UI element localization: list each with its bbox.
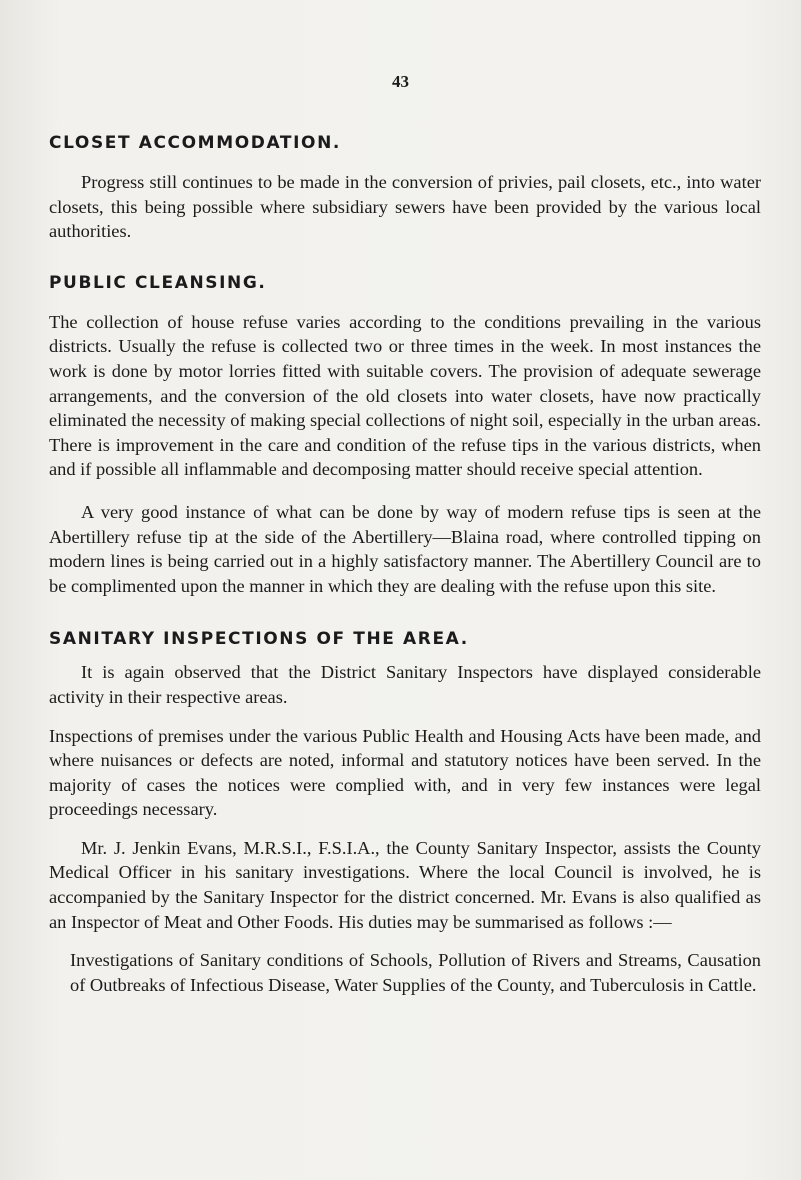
heading-closet-accommodation: CLOSET ACCOMMODATION. bbox=[49, 133, 341, 153]
paragraph-cleansing-2: A very good instance of what can be done by way of modern refuse tips is seen at the Abertillery refuse tip at the side of the Abertillery—Blaina road, where controlled tipping on modern lines is being carried out in a highly satisfactory manner. The Abertillery Council are to be complimented upon the manner in which they are dealing with the refuse upon this site. bbox=[49, 501, 761, 596]
paragraph-sanitary-1: It is again observed that the District Sanitary Inspectors have displayed considerable activity in their respective areas. bbox=[49, 662, 761, 707]
paragraph-closet-1: Progress still continues to be made in the conversion of privies, pail closets, etc., into water closets, this being possible where subsidiary sewers have been provided by the various local authorities. bbox=[49, 172, 761, 242]
page-number: 43 bbox=[392, 72, 409, 91]
heading-sanitary-inspections: SANITARY INSPECTIONS OF THE AREA. bbox=[49, 629, 469, 650]
heading-public-cleansing: PUBLIC CLEANSING. bbox=[49, 272, 267, 293]
paragraph-sanitary-2: Inspections of premises under the various Public Health and Housing Acts have been made, and where nuisances or defects are noted, informal and statutory notices have been served. In the majority of cases the notices were complied with, and in very few instances were legal proceedings necessary. bbox=[49, 725, 761, 820]
page-content bbox=[49, 132, 761, 997]
paragraph-cleansing-1: The collection of house refuse varies according to the conditions prevailing in the various districts. Usually the refuse is collected two or three times in the week. In most instances the work is done by motor lorries fitted with suitable covers. The provision of adequate sewerage arrangements, and the conversion of the old closets into water closets, have now practically eliminated the necessity of making special collections of night soil, especially in the urban areas. There is improvement in the care and condition of the refuse tips in the various districts, when and if possible all inflammable and decomposing matter should receive special attention. bbox=[49, 311, 761, 480]
paragraph-sanitary-duties-list: Investigations of Sanitary conditions of Schools, Pollution of Rivers and Streams, Causation of Outbreaks of Infectious Disease, Water Supplies of the County, and Tuberculosis in Cattle. bbox=[70, 950, 761, 995]
paragraph-sanitary-3: Mr. J. Jenkin Evans, M.R.S.I., F.S.I.A., the County Sanitary Inspector, assists the County Medical Officer in his sanitary investigations. Where the local Council is involved, he is accompanied by the Sanitary Inspector for the district concerned. Mr. Evans is also qualified as an Inspector of Meat and Other Foods. His duties may be summarised as follows :— bbox=[49, 837, 761, 932]
